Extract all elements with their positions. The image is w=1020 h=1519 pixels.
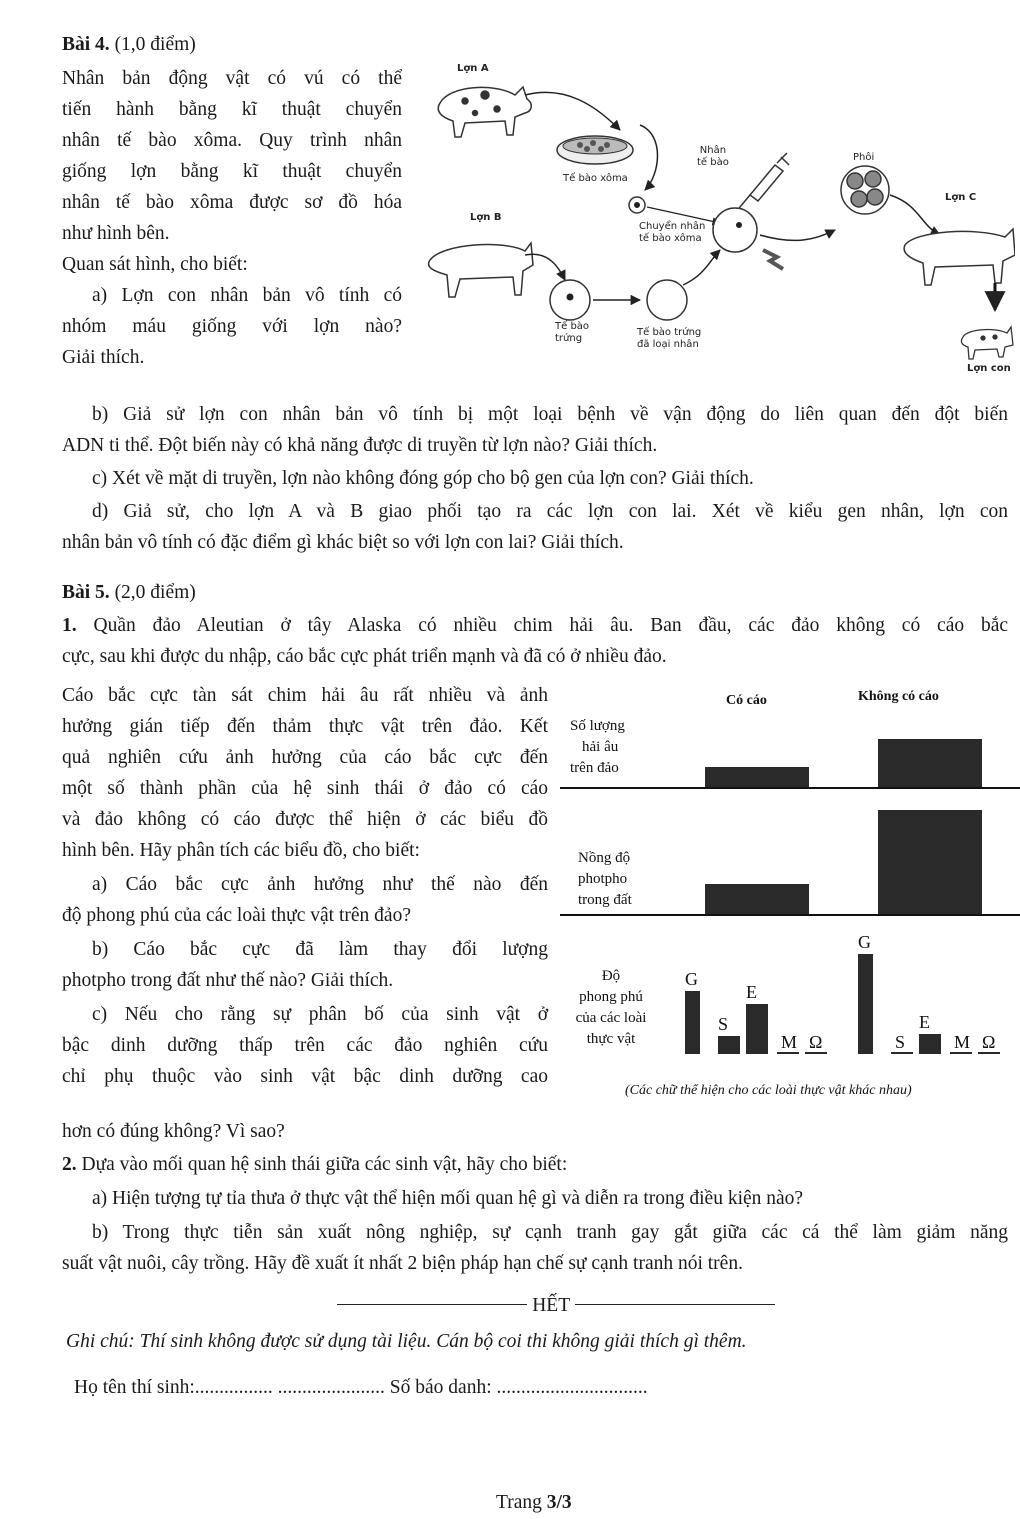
ylabel-line: photpho (578, 871, 628, 887)
pig-b-illustration (429, 243, 533, 297)
label-enucleated-egg (637, 327, 701, 351)
name-label: Họ tên thí sinh: (74, 1377, 195, 1398)
bai5-qa: độ phong phú của các loài thực vật trên đảo? (62, 905, 411, 926)
bai4-title: Bài 4. (62, 34, 110, 55)
ylabel-line: trong đất (578, 892, 632, 908)
bai4-heading (62, 29, 196, 60)
bai5-p2-title-line (62, 1149, 1008, 1180)
sbd-label: Số báo danh: (389, 1377, 492, 1398)
bai5-p1-text: Quần đảo Aleutian ở tây Alaska có nhiều chim hải âu. Ban đầu, các đảo không có cáo bắc (93, 615, 1009, 636)
species-label-E: E (919, 1012, 930, 1032)
end-marker (316, 1290, 796, 1321)
label-transfer (639, 221, 705, 245)
bai5-left-line: Cáo bắc cực tàn sát chim hải âu rất nhiều và ảnh (62, 685, 548, 706)
enucleated-egg-illustration (647, 280, 687, 320)
bai5-qb: b) Cáo bắc cực đã làm thay đổi lượng (92, 939, 548, 960)
bai5-points: (2,0 điểm) (114, 582, 196, 603)
chart-ylabel-phosphorus (578, 848, 632, 911)
bai4-qd: d) Giả sử, cho lợn A và B giao phối tạo ra các lợn con lai. Xét về kiểu gen nhân, lợn con (92, 501, 1008, 522)
chart-group-label: Không có cáo (858, 689, 939, 704)
label-somatic-cell: Tế bào xôma (563, 173, 628, 184)
candidate-info (74, 1372, 648, 1403)
bai5-qb: photpho trong đất như thế nào? Giải thích. (62, 970, 394, 991)
seabird-bar-nofox (878, 739, 982, 787)
bai5-p2a: a) Hiện tượng tự tỉa thưa ở thực vật thể hiện mối quan hệ gì và diễn ra trong điều kiện nào? (92, 1188, 804, 1209)
bai5-p2b: suất vật nuôi, cây trồng. Hãy đề xuất ít nhất 2 biện pháp hạn chế sự cạnh tranh nói trên. (62, 1253, 743, 1274)
page-number (496, 1487, 572, 1518)
bai4-intro-line: nhân tế bào xôma. Quy trình nhân (62, 130, 402, 151)
bai5-left-line: hưởng gián tiếp đến thảm thực vật trên đảo. Kết (62, 716, 548, 737)
label-nucleus-line: Nhân (699, 145, 727, 156)
label-enuc-line: đã loại nhân (637, 339, 699, 350)
bai5-qc: c) Nếu cho rằng sự phân bố của sinh vật ở (92, 1004, 548, 1025)
chart-axis-phosphorus (560, 914, 1020, 916)
bai4-intro-line: Nhân bản động vật có vú có thể (62, 68, 402, 89)
bai5-p1-line: cực, sau khi được du nhập, cáo bắc cực phát triển mạnh và đã có ở nhiều đảo. (62, 646, 667, 667)
cloning-diagram (415, 55, 1015, 385)
label-egg-cell (555, 321, 589, 345)
bai5-qc-last: hơn có đúng không? Vì sao? (62, 1121, 285, 1142)
syringe-illustration (735, 153, 789, 213)
chart-note: (Các chữ thể hiện cho các loài thực vật khác nhau) (625, 1083, 912, 1098)
richness-bar-E-fox (746, 1004, 768, 1054)
bai4-intro-line: giống lợn bằng kĩ thuật chuyển (62, 161, 402, 182)
ylabel-line: thực vật (586, 1031, 636, 1047)
bai5-p1-line (62, 610, 1008, 641)
sbd-dots: ............................... (496, 1377, 648, 1398)
species-label-Ω: Ω (982, 1032, 996, 1052)
bai5-left-line: một số thành phần của hệ sinh thái ở đảo có cáo (62, 778, 548, 799)
label-pig-b: Lợn B (470, 212, 502, 223)
phosphorus-bar-nofox (878, 810, 982, 914)
recipient-egg-illustration (713, 208, 757, 252)
label-pig-a: Lợn A (457, 63, 489, 74)
label-nucleus-line: tế bào (697, 157, 729, 168)
ylabel-line: Số lượng (570, 718, 625, 734)
ylabel-line: Độ (601, 968, 621, 984)
label-egg-line: Tế bào (555, 321, 590, 332)
bai4-intro-line: tiến hành bằng kĩ thuật chuyển (62, 99, 402, 120)
bai5-left-line: quả nghiên cứu ảnh hưởng của cáo bắc cực đến (62, 747, 548, 768)
label-egg-line: trứng (555, 333, 583, 344)
richness-bar-S-fox (718, 1036, 740, 1054)
bai5-title: Bài 5. (62, 582, 110, 603)
bai4-qb: ADN ti thể. Đột biến này có khả năng được di truyền từ lợn nào? Giải thích. (62, 435, 658, 456)
richness-bar-E-nofox (919, 1034, 941, 1054)
bai4-questions (62, 399, 1008, 558)
ylabel-line: Nồng độ (578, 850, 631, 866)
ylabel-line: trên đảo (570, 760, 619, 776)
seabird-bar-fox (705, 767, 809, 787)
pig-c-illustration (904, 229, 1015, 285)
bai5-p2-title: Dựa vào mối quan hệ sinh thái giữa các sinh vật, hãy cho biết: (81, 1154, 568, 1175)
ylabel-line: hải âu (582, 739, 619, 755)
bai4-qa: a) Lợn con nhân bản vô tính có (92, 285, 402, 306)
bai4-intro-line: nhân tế bào xôma được sơ đồ hóa (62, 192, 402, 213)
bai5-p2b: b) Trong thực tiễn sản xuất nông nghiệp, sự cạnh tranh gay gắt giữa các cá thể làm giảm năng (92, 1222, 1008, 1243)
embryo-illustration (841, 166, 889, 214)
ylabel-line: phong phú (579, 989, 643, 1005)
bai4-qd: nhân bản vô tính có đặc điểm gì khác biệt so với lợn con lai? Giải thích. (62, 532, 624, 553)
label-piglet: Lợn con (967, 363, 1011, 374)
piglet-illustration (961, 327, 1013, 359)
pig-a-illustration (438, 87, 531, 137)
chart-ylabel-seabird (570, 716, 625, 779)
bai5-left-text (62, 680, 548, 1092)
end-text: HẾT (532, 1295, 570, 1316)
bai5-part1-intro (62, 610, 1008, 672)
page-prefix: Trang (496, 1492, 542, 1513)
richness-bar-G-fox (685, 991, 700, 1054)
label-nucleus (697, 145, 729, 169)
species-label-G: G (858, 932, 871, 952)
bai5-heading (62, 577, 196, 608)
chart-ylabel-richness (566, 966, 656, 1050)
label-embryo: Phôi (853, 152, 875, 163)
label-pig-c: Lợn C (945, 192, 977, 203)
species-label-E: E (746, 982, 757, 1002)
bai5-qa: a) Cáo bắc cực ảnh hưởng như thế nào đến (92, 874, 548, 895)
species-label-M: M (781, 1032, 798, 1052)
chart-group-label: Có cáo (726, 693, 767, 708)
species-label-Ω: Ω (809, 1032, 823, 1052)
bai5-left-line: và đảo không có cáo được thể hiện ở các biểu đồ (62, 809, 548, 830)
bai5-p1-num: 1. (62, 615, 77, 636)
species-label-G: G (685, 969, 698, 989)
bai5-p2-num: 2. (62, 1154, 77, 1175)
petri-dish-illustration (557, 136, 633, 164)
species-label-M: M (954, 1032, 971, 1052)
bai4-points: (1,0 điểm) (114, 34, 196, 55)
bai4-intro-line: như hình bên. (62, 223, 170, 244)
richness-bar-G-nofox (858, 954, 873, 1054)
bai4-qa: Giải thích. (62, 347, 145, 368)
label-transfer-line: Chuyển nhân (639, 221, 706, 232)
footer-note: Ghi chú: Thí sinh không được sử dụng tài liệu. Cán bộ coi thi không giải thích gì thêm. (66, 1331, 747, 1352)
ylabel-line: của các loài (575, 1010, 647, 1026)
bai4-intro (62, 63, 402, 373)
bai5-part2 (62, 1149, 1008, 1279)
bai4-qb: b) Giả sử lợn con nhân bản vô tính bị một loại bệnh về vận động do liên quan đến đột biến (92, 404, 1008, 425)
bai5-qc: bậc dinh dưỡng thấp trên các đảo nghiên cứu (62, 1035, 548, 1056)
name-dots: ................ ...................... (194, 1377, 385, 1398)
bai4-qc: c) Xét về mặt di truyền, lợn nào không đóng góp cho bộ gen của lợn con? Giải thích. (92, 468, 754, 489)
page-num: 3/3 (546, 1492, 572, 1513)
species-label-S: S (718, 1014, 729, 1034)
bai4-observe: Quan sát hình, cho biết: (62, 254, 248, 275)
label-enuc-line: Tế bào trứng (637, 327, 702, 338)
bai5-left-line: hình bên. Hãy phân tích các biểu đồ, cho biết: (62, 840, 420, 861)
label-transfer-line: tế bào xôma (639, 233, 702, 244)
species-label-S: S (895, 1032, 906, 1052)
bai4-qa: nhóm máu giống với lợn nào? (62, 316, 402, 337)
cloning-diagram-art (415, 55, 1015, 385)
chart-axis-seabird (560, 787, 1020, 789)
phosphorus-bar-fox (705, 884, 809, 914)
fox-chart (560, 682, 1020, 1102)
bai5-qc: chỉ phụ thuộc vào sinh vật bậc dinh dưỡng cao (62, 1066, 548, 1087)
